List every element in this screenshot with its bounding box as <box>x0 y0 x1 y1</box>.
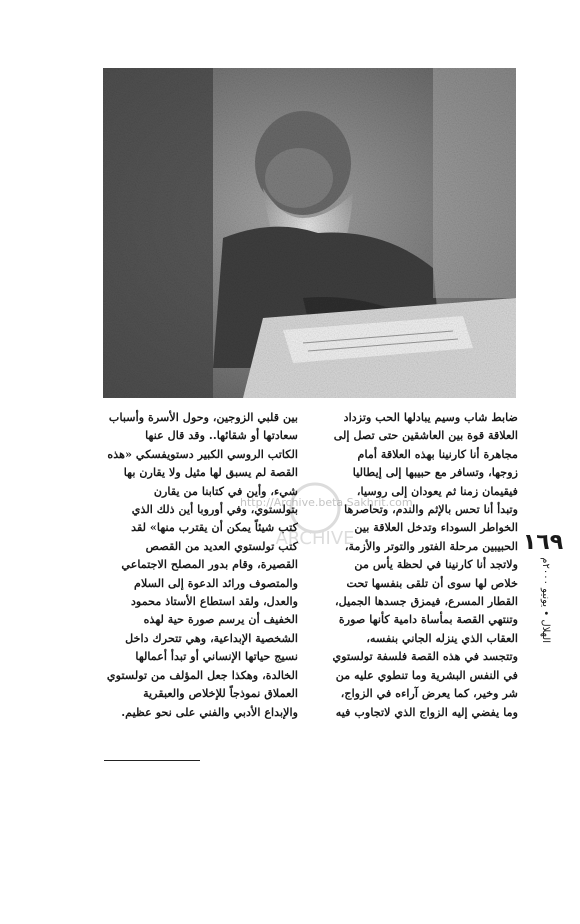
text-line: العلاقة قوة بين العاشقين حتى تصل إلى <box>333 428 518 443</box>
text-line: والمتصوف ورائد الدعوة إلى السلام <box>134 575 298 590</box>
text-line: كتب تولستوي العديد من القصص <box>145 538 298 553</box>
photo-illustration <box>103 68 516 398</box>
text-line: زوجها، وتسافر مع حبيبها إلى إيطاليا <box>352 465 518 480</box>
text-line: خلاص لها سوى أن تلقى بنفسها تحت <box>346 575 518 590</box>
text-line: نسيج حياتها الإنساني أو تبدأ أعمالها <box>135 649 298 664</box>
text-line: العقاب الذي ينزله الجاني بنفسه، <box>366 630 518 645</box>
watermark-logo-text: ARCHIVE <box>275 528 355 548</box>
text-line: الشخصية الإبداعية، وهي تتحرك داخل <box>125 630 298 645</box>
text-line: سعادتها أو شقائها.. وقد قال عنها <box>145 428 298 443</box>
text-line: العملاق نموذجاً للإخلاص والعبقرية <box>143 686 298 701</box>
text-line: كتب شيئاً يمكن أن يقترب منها» لقد <box>131 520 298 535</box>
text-line: وما يفضي إليه الزواج الذي لاتجاوب فيه <box>335 704 518 719</box>
text-line: ضابط شاب وسيم يبادلها الحب وتزداد <box>343 410 518 424</box>
text-line: القطار المسرع، فيمزق جسدها الجميل، <box>335 594 518 609</box>
text-line: الخواطر السوداء وتدخل العلاقة بين <box>354 520 518 535</box>
text-line: الكاتب الروسي الكبير دستويفسكي «هذه <box>107 446 298 461</box>
text-line: والعدل، ولقد استطاع الأستاذ محمود <box>130 594 298 609</box>
text-line: القصة لم يسبق لها مثيل ولا يقارن بها <box>123 465 298 480</box>
text-line: القصيرة، وقام بدور المصلح الاجتماعي <box>121 557 298 572</box>
text-line: بين قلبي الزوجين، وحول الأسرة وأسباب <box>108 410 298 424</box>
text-line: شر وخير، كما يعرض آراءه في الزواج، <box>340 686 518 701</box>
text-line: فيقيمان زمنا ثم يعودان إلى روسيا، <box>356 483 518 498</box>
text-line: وتتجسد في هذه القصة فلسفة تولستوي <box>332 649 518 664</box>
running-footer: الهلال • يونيو ٢٠٠٠م <box>540 557 551 643</box>
end-rule <box>104 760 200 761</box>
page-number: ١٦٩ <box>522 530 564 555</box>
text-column-right <box>302 408 518 721</box>
text-line: في النفس البشرية وما تنطوي عليه من <box>335 667 518 682</box>
watermark-url: http://Archive.beta.Sakhrit.com <box>240 496 413 509</box>
text-line: الخفيف أن يرسم صورة حية لهذه <box>143 612 298 627</box>
text-line: بتولستوي، وفي أوروبا أين ذلك الذي <box>131 502 298 517</box>
text-line: ولاتجد أنا كارنينا في لحظة يأس من <box>354 557 518 572</box>
text-line: الحبيبين مرحلة الفتور والتوتر والأزمة، <box>344 538 518 553</box>
text-line: شيء، وأين في كتابنا من يقارن <box>153 483 298 498</box>
text-line: والإبداع الأدبي والفني على نحو عظيم. <box>121 704 298 719</box>
text-line: الخالدة، وهكذا جعل المؤلف من تولستوي <box>106 667 298 682</box>
text-line: مجاهرة أنا كارنينا بهذه العلاقة أمام <box>357 446 518 461</box>
text-line: وتنتهي القصة بمأساة دامية كأنها صورة <box>338 612 518 627</box>
tolstoy-photo <box>103 68 516 398</box>
text-line: وتبدأ أنا تحس بالإثم والندم، وتحاصرها <box>344 502 518 517</box>
text-column-left <box>100 408 298 721</box>
